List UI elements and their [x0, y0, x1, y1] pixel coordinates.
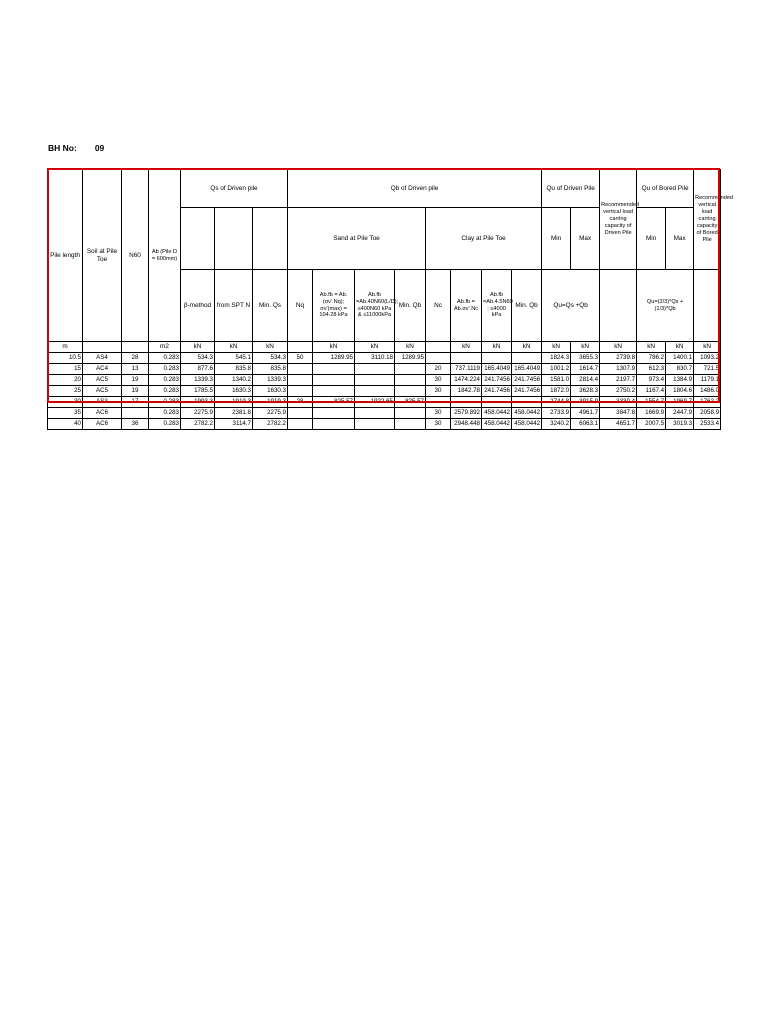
header-recommended-driven: Recommended vertical load carring capacity of Driven Pile	[600, 170, 637, 270]
unit-cell: kN	[215, 342, 253, 353]
table-cell	[426, 353, 451, 364]
table-cell	[482, 397, 512, 408]
table-cell: 1289.95	[395, 353, 426, 364]
pile-capacity-table	[47, 169, 734, 430]
table-cell	[288, 375, 313, 386]
table-cell: 241.7456	[482, 386, 512, 397]
table-cell: 2275.9	[181, 408, 215, 419]
unit-cell: kN	[482, 342, 512, 353]
table-cell: 1669.9	[637, 408, 666, 419]
table-cell	[122, 408, 149, 419]
table-cell: 3110.18	[355, 353, 395, 364]
header-max-bored: Max	[666, 208, 694, 270]
table-cell: 1307.9	[600, 364, 637, 375]
table-cell: 4961.7	[571, 408, 600, 419]
header-nc: Nc	[426, 270, 451, 342]
table-cell	[288, 386, 313, 397]
unit-cell: kN	[600, 342, 637, 353]
table-cell: 4651.7	[600, 419, 637, 430]
table-cell: 241.7456	[512, 386, 542, 397]
table-cell: 1804.6	[666, 386, 694, 397]
table-cell: 1179.1	[694, 375, 721, 386]
table-cell: 1785.5	[181, 386, 215, 397]
unit-cell	[122, 342, 149, 353]
table-cell: 2447.9	[666, 408, 694, 419]
table-cell: 30	[426, 375, 451, 386]
table-cell	[355, 408, 395, 419]
header-blank-3	[253, 208, 288, 270]
header-pile-length: Pile length	[48, 170, 83, 342]
table-cell: 0.283	[149, 397, 181, 408]
table-cell: 0.283	[149, 386, 181, 397]
table-cell: 20	[426, 364, 451, 375]
table-cell: 36	[122, 419, 149, 430]
table-cell	[288, 419, 313, 430]
header-clay: Clay at Pile Toe	[426, 208, 542, 270]
table-cell: 612.3	[637, 364, 666, 375]
table-cell	[313, 386, 355, 397]
table-cell	[512, 353, 542, 364]
table-cell: 830.7	[666, 364, 694, 375]
table-cell	[313, 375, 355, 386]
unit-cell: m	[48, 342, 83, 353]
table-cell: AS3	[83, 397, 122, 408]
table-cell: 19	[122, 375, 149, 386]
table-cell: 2579.892	[451, 408, 482, 419]
table-cell: 2381.8	[215, 408, 253, 419]
header-min: Min	[542, 208, 571, 270]
table-cell: 19	[122, 386, 149, 397]
header-ab: Ab (Pile D = 600mm)	[149, 170, 181, 342]
table-cell: 1993.3	[181, 397, 215, 408]
table-row	[48, 375, 721, 386]
table-cell	[395, 375, 426, 386]
unit-cell: kN	[313, 342, 355, 353]
table-cell: 534.3	[253, 353, 288, 364]
table-cell: 1167.4	[637, 386, 666, 397]
table-cell: 2750.2	[600, 386, 637, 397]
table-cell: 1554.7	[637, 397, 666, 408]
header-beta: β-method	[181, 270, 215, 342]
table-cell: 30	[426, 408, 451, 419]
table-cell	[482, 353, 512, 364]
table-cell: 0.283	[149, 419, 181, 430]
unit-cell: kN	[542, 342, 571, 353]
table-cell: AC6	[83, 419, 122, 430]
table-cell: AC4	[83, 364, 122, 375]
table-cell: 1001.2	[542, 364, 571, 375]
table-cell: 30	[426, 386, 451, 397]
table-cell: 721.5	[694, 364, 721, 375]
table-cell: 2814.4	[571, 375, 600, 386]
table-cell: 1919.3	[215, 397, 253, 408]
table-cell: 3847.8	[600, 408, 637, 419]
table-cell: 835.8	[215, 364, 253, 375]
unit-cell: kN	[637, 342, 666, 353]
header-min-bored: Min	[637, 208, 666, 270]
table-cell: 825.57	[395, 397, 426, 408]
table-cell: 1289.95	[313, 353, 355, 364]
header-row-1	[48, 170, 721, 208]
table-cell	[395, 419, 426, 430]
table-cell: AS4	[83, 353, 122, 364]
table-cell: 1340.2	[215, 375, 253, 386]
header-qb-driven: Qb of Driven pile	[288, 170, 542, 208]
table-cell: 0.283	[149, 364, 181, 375]
table-cell	[288, 364, 313, 375]
pile-capacity-table-wrapper	[47, 169, 734, 430]
header-qs-driven: Qs of Driven pile	[181, 170, 288, 208]
table-cell: 1384.9	[666, 375, 694, 386]
header-soil: Soil at Pile Toe	[83, 170, 122, 342]
table-cell: AC5	[83, 386, 122, 397]
table-cell: 30	[48, 397, 83, 408]
table-cell: 3240.2	[542, 419, 571, 430]
table-row	[48, 397, 721, 408]
table-cell: 545.1	[215, 353, 253, 364]
table-cell: 3628.3	[571, 386, 600, 397]
table-cell: 1581.0	[542, 375, 571, 386]
table-cell: AC5	[83, 375, 122, 386]
unit-cell	[426, 342, 451, 353]
table-row	[48, 408, 721, 419]
table-cell: 1339.3	[253, 375, 288, 386]
header-min-qs: Min. Qs	[253, 270, 288, 342]
table-cell	[355, 375, 395, 386]
table-cell: 786.2	[637, 353, 666, 364]
header-min-qb: Min. Qb	[395, 270, 426, 342]
unit-cell	[288, 342, 313, 353]
unit-cell: kN	[512, 342, 542, 353]
table-cell	[313, 408, 355, 419]
table-cell: 2744.8	[542, 397, 571, 408]
header-n60: N60	[122, 170, 149, 342]
table-cell: 2782.2	[253, 419, 288, 430]
bh-label: BH No:	[48, 143, 77, 153]
table-cell: 1339.3	[181, 375, 215, 386]
table-cell: 3114.7	[215, 419, 253, 430]
table-cell: 2739.8	[600, 353, 637, 364]
table-cell: 3915.9	[571, 397, 600, 408]
table-cell: 17	[122, 397, 149, 408]
table-cell: 2782.2	[181, 419, 215, 430]
table-cell: 1630.3	[215, 386, 253, 397]
table-cell: 3019.3	[666, 419, 694, 430]
header-spt: from SPT N	[215, 270, 253, 342]
table-cell: 20	[48, 375, 83, 386]
table-cell	[451, 397, 482, 408]
header-sand-formula-2: Ab.fb =Ab.40N60(L/D); ≤400N60 kPa & ≤11000kPa	[355, 270, 395, 342]
header-rec-bored-blank	[694, 270, 721, 342]
table-cell: 534.3	[181, 353, 215, 364]
header-blank-2	[215, 208, 253, 270]
header-qu-driven: Qu of Driven Pile	[542, 170, 600, 208]
table-cell: 3655.3	[571, 353, 600, 364]
table-cell: 1614.7	[571, 364, 600, 375]
unit-cell: kN	[355, 342, 395, 353]
table-cell: 1400.1	[666, 353, 694, 364]
table-cell: 2733.9	[542, 408, 571, 419]
table-cell: 1630.3	[253, 386, 288, 397]
table-cell	[313, 419, 355, 430]
unit-cell: kN	[694, 342, 721, 353]
table-cell: 0.283	[149, 375, 181, 386]
table-cell: 40	[48, 419, 83, 430]
table-cell	[313, 364, 355, 375]
table-cell: 13	[122, 364, 149, 375]
header-clay-formula-1: Ab.fb = Ab.σv'.Nc	[451, 270, 482, 342]
table-cell: 1842.78	[451, 386, 482, 397]
header-rec-driven-blank	[600, 270, 637, 342]
header-qu-bored-formula: Qu=(2/3)*Qs +(1/3)*Qb	[637, 270, 694, 342]
table-cell: 3330.4	[600, 397, 637, 408]
table-cell: 28	[288, 397, 313, 408]
header-sand-formula-1: Ab.fb = Ab.(σv'.Nq); σv'(max) = 104.28 kPa	[313, 270, 355, 342]
table-cell	[395, 386, 426, 397]
table-cell: 458.0442	[482, 419, 512, 430]
table-cell: 1093.2	[694, 353, 721, 364]
units-row	[48, 342, 721, 353]
table-cell: 737.1119	[451, 364, 482, 375]
table-cell: 0.283	[149, 353, 181, 364]
table-cell: 2197.7	[600, 375, 637, 386]
header-recommended-bored: Recommended vertical load carring capacity of Bored Pile	[694, 170, 721, 270]
table-cell	[355, 419, 395, 430]
table-cell: 1474.224	[451, 375, 482, 386]
table-cell: 2948.448	[451, 419, 482, 430]
unit-cell: m2	[149, 342, 181, 353]
table-cell: 25	[48, 386, 83, 397]
table-cell	[355, 386, 395, 397]
header-min-qb-clay: Min. Qb	[512, 270, 542, 342]
table-cell: 825.57	[313, 397, 355, 408]
table-cell: 50	[288, 353, 313, 364]
header-clay-formula-2: Ab.fb =Ab.4.5N60 ; ≤4000 kPa	[482, 270, 512, 342]
table-cell: 10.5	[48, 353, 83, 364]
table-cell: 1762.2	[694, 397, 721, 408]
unit-cell: kN	[181, 342, 215, 353]
table-cell: 241.7456	[482, 375, 512, 386]
table-cell: 30	[426, 419, 451, 430]
table-cell: 458.0442	[512, 408, 542, 419]
table-cell: 458.0442	[512, 419, 542, 430]
table-row	[48, 353, 721, 364]
header-nq: Nq	[288, 270, 313, 342]
unit-cell: kN	[571, 342, 600, 353]
table-cell: 877.6	[181, 364, 215, 375]
table-cell: 1824.3	[542, 353, 571, 364]
table-row	[48, 364, 721, 375]
header-max: Max	[571, 208, 600, 270]
unit-cell: kN	[395, 342, 426, 353]
table-cell	[512, 397, 542, 408]
table-row	[48, 419, 721, 430]
table-cell: 973.4	[637, 375, 666, 386]
table-cell: 241.7456	[512, 375, 542, 386]
table-cell: 1969.7	[666, 397, 694, 408]
table-cell: 165.4049	[512, 364, 542, 375]
table-cell: 2007.5	[637, 419, 666, 430]
table-cell: 1486.0	[694, 386, 721, 397]
table-cell: 1922.65	[355, 397, 395, 408]
table-cell: 2058.9	[694, 408, 721, 419]
table-cell: 165.4049	[482, 364, 512, 375]
bh-value: 09	[94, 143, 105, 153]
table-cell: 35	[48, 408, 83, 419]
table-cell: 458.0442	[482, 408, 512, 419]
header-qu-formula: Qu=Qs +Qb	[542, 270, 600, 342]
header-sand: Sand at Pile Toe	[288, 208, 426, 270]
table-cell	[426, 397, 451, 408]
header-blank-1	[181, 208, 215, 270]
table-cell: 15	[48, 364, 83, 375]
unit-cell: kN	[451, 342, 482, 353]
table-cell: 1919.3	[253, 397, 288, 408]
table-cell: AC6	[83, 408, 122, 419]
table-cell: 28	[122, 353, 149, 364]
table-cell	[395, 364, 426, 375]
table-cell: 0.283	[149, 408, 181, 419]
unit-cell: kN	[666, 342, 694, 353]
table-cell: 1872.0	[542, 386, 571, 397]
unit-cell: kN	[253, 342, 288, 353]
borehole-label	[48, 143, 104, 153]
table-cell: 2275.9	[253, 408, 288, 419]
table-cell: 6063.1	[571, 419, 600, 430]
table-cell	[395, 408, 426, 419]
table-row	[48, 386, 721, 397]
header-qu-bored: Qu of Bored Pile	[637, 170, 694, 208]
table-cell	[288, 408, 313, 419]
table-body	[48, 353, 721, 430]
unit-cell	[83, 342, 122, 353]
table-cell: 835.8	[253, 364, 288, 375]
table-cell	[355, 364, 395, 375]
table-cell: 2533.4	[694, 419, 721, 430]
table-cell	[451, 353, 482, 364]
